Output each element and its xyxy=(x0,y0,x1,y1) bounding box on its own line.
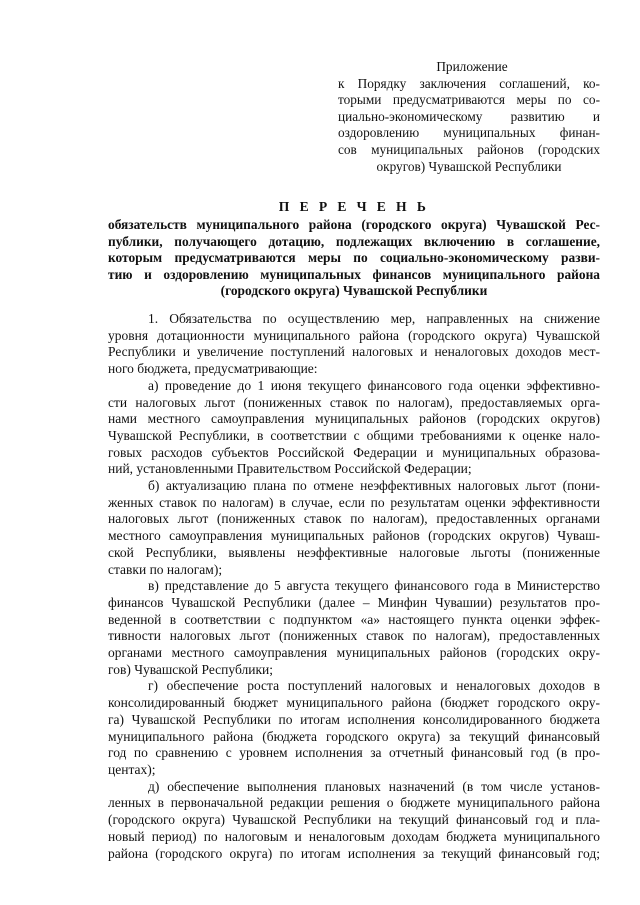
paragraph-line: б) актуализацию плана по отмене неэффективных налоговых льгот (пони- xyxy=(148,478,600,494)
paragraph-line: (городского округа) Чувашской Республики на текущий финансовый год и пла- xyxy=(108,812,600,828)
subtitle-line: обязательств муниципального района (городского округа) Чувашской Рес- xyxy=(108,217,600,232)
paragraph-line: финансов Чувашской Республики (далее – Минфин Чувашии) результатов про- xyxy=(108,594,600,610)
paragraph-line: Чувашской Республики, в соответствии с общими требованиями к оценке нало- xyxy=(108,427,600,443)
paragraph-line: а) проведение до 1 июня текущего финансового года оценки эффективно- xyxy=(148,377,600,393)
subtitle-line: публики, получающего дотацию, подлежащих включению в соглашение, xyxy=(108,233,600,249)
paragraph-line: ний, установленными Правительством Российской Федерации; xyxy=(108,461,472,477)
paragraph-line: ного бюджета, предусматривающие: xyxy=(108,361,318,377)
paragraph-line: год по сравнению с уровнем исполнения за отчетный финансовый год (в про- xyxy=(108,745,600,761)
paragraph-line: д) обеспечение выполнения плановых назначений (в том числе установ- xyxy=(148,778,600,794)
document-body xyxy=(108,311,600,862)
paragraph-line: консолидированный бюджет муниципального района (бюджет городского окру- xyxy=(108,695,600,711)
paragraph-line: нами местного самоуправления муниципальных районов (городских округов) xyxy=(108,411,600,427)
paragraph-line: тивности налоговых льгот (пониженных ставок по налогам), предоставленных xyxy=(108,628,600,644)
appendix-header xyxy=(338,59,600,175)
paragraph-line: уровня дотационности муниципального района (городского округа) Чувашской xyxy=(108,327,600,343)
title-main: П Е Р Е Ч Е Н Ь xyxy=(278,199,430,214)
paragraph-line: новый период) по налоговым и неналоговым доходам бюджета муниципального xyxy=(108,828,600,844)
paragraph-line: г) обеспечение роста поступлений налоговых и неналоговых доходов в xyxy=(148,678,600,694)
subtitle-line: (городского округа) Чувашской Республики xyxy=(220,283,488,299)
appendix-line: к Порядку заключения соглашений, ко- xyxy=(338,75,600,91)
paragraph-line: центах); xyxy=(108,761,156,777)
paragraph-line: ской Республики, выявлены неэффективные налоговые льготы (пониженные xyxy=(108,544,600,560)
paragraph-line: Республики и увеличение поступлений налоговых и неналоговых доходов мест- xyxy=(108,344,600,360)
appendix-line: округов) Чувашской Республики xyxy=(376,158,562,174)
appendix-title: Приложение xyxy=(436,59,508,74)
paragraph-line: муниципального района (бюджета городского округа) за текущий финансовый xyxy=(108,728,600,744)
title-subtitle xyxy=(108,217,600,300)
paragraph-line: 1. Обязательства по осуществлению мер, направленных на снижение xyxy=(148,311,600,326)
paragraph-line: ленных в первоначальной редакции решения о бюджете муниципального района xyxy=(108,795,600,811)
subtitle-line: тию и оздоровлению муниципальных финансов муниципального района xyxy=(108,266,600,282)
paragraph-line: га) Чувашской Республики по итогам исполнения консолидированного бюджета xyxy=(108,711,600,727)
appendix-line: сов муниципальных районов (городских xyxy=(338,141,600,157)
appendix-line: торыми предусматриваются меры по со- xyxy=(338,92,600,108)
paragraph-line: говых расходов субъектов Российской Федерации и муниципальных образова- xyxy=(108,444,600,460)
paragraph-line: женных ставок по налогам) в случае, если по результатам оценки эффективности xyxy=(108,494,600,510)
paragraph-line: ставки по налогам); xyxy=(108,561,223,577)
paragraph-line: района (городского округа) по итогам исполнения за текущий финансовый год; xyxy=(108,845,600,861)
paragraph-line: гов) Чувашской Республики; xyxy=(108,661,273,677)
subtitle-line: которым предусматриваются меры по социально-экономическому разви- xyxy=(108,250,600,266)
paragraph-line: в) представление до 5 августа текущего финансового года в Министерство xyxy=(148,578,600,594)
paragraph-line: сти налоговых льгот (пониженных ставок по налогам), предоставляемых орга- xyxy=(108,394,600,410)
paragraph-line: местного самоуправления муниципальных районов (городских округов) Чуваш- xyxy=(108,528,600,544)
paragraph-line: органами местного самоуправления муниципальных районов (городских окру- xyxy=(108,645,600,661)
document-title xyxy=(108,199,600,300)
paragraph-line: веденной в соответствии с подпунктом «а» настоящего пункта оценки эффек- xyxy=(108,611,600,627)
appendix-line: циально-экономическому развитию и xyxy=(338,108,600,124)
paragraph-line: налоговых льгот (пониженных ставок по налогам), предоставленных органами xyxy=(108,511,600,527)
appendix-line: оздоровлению муниципальных финан- xyxy=(338,125,600,141)
